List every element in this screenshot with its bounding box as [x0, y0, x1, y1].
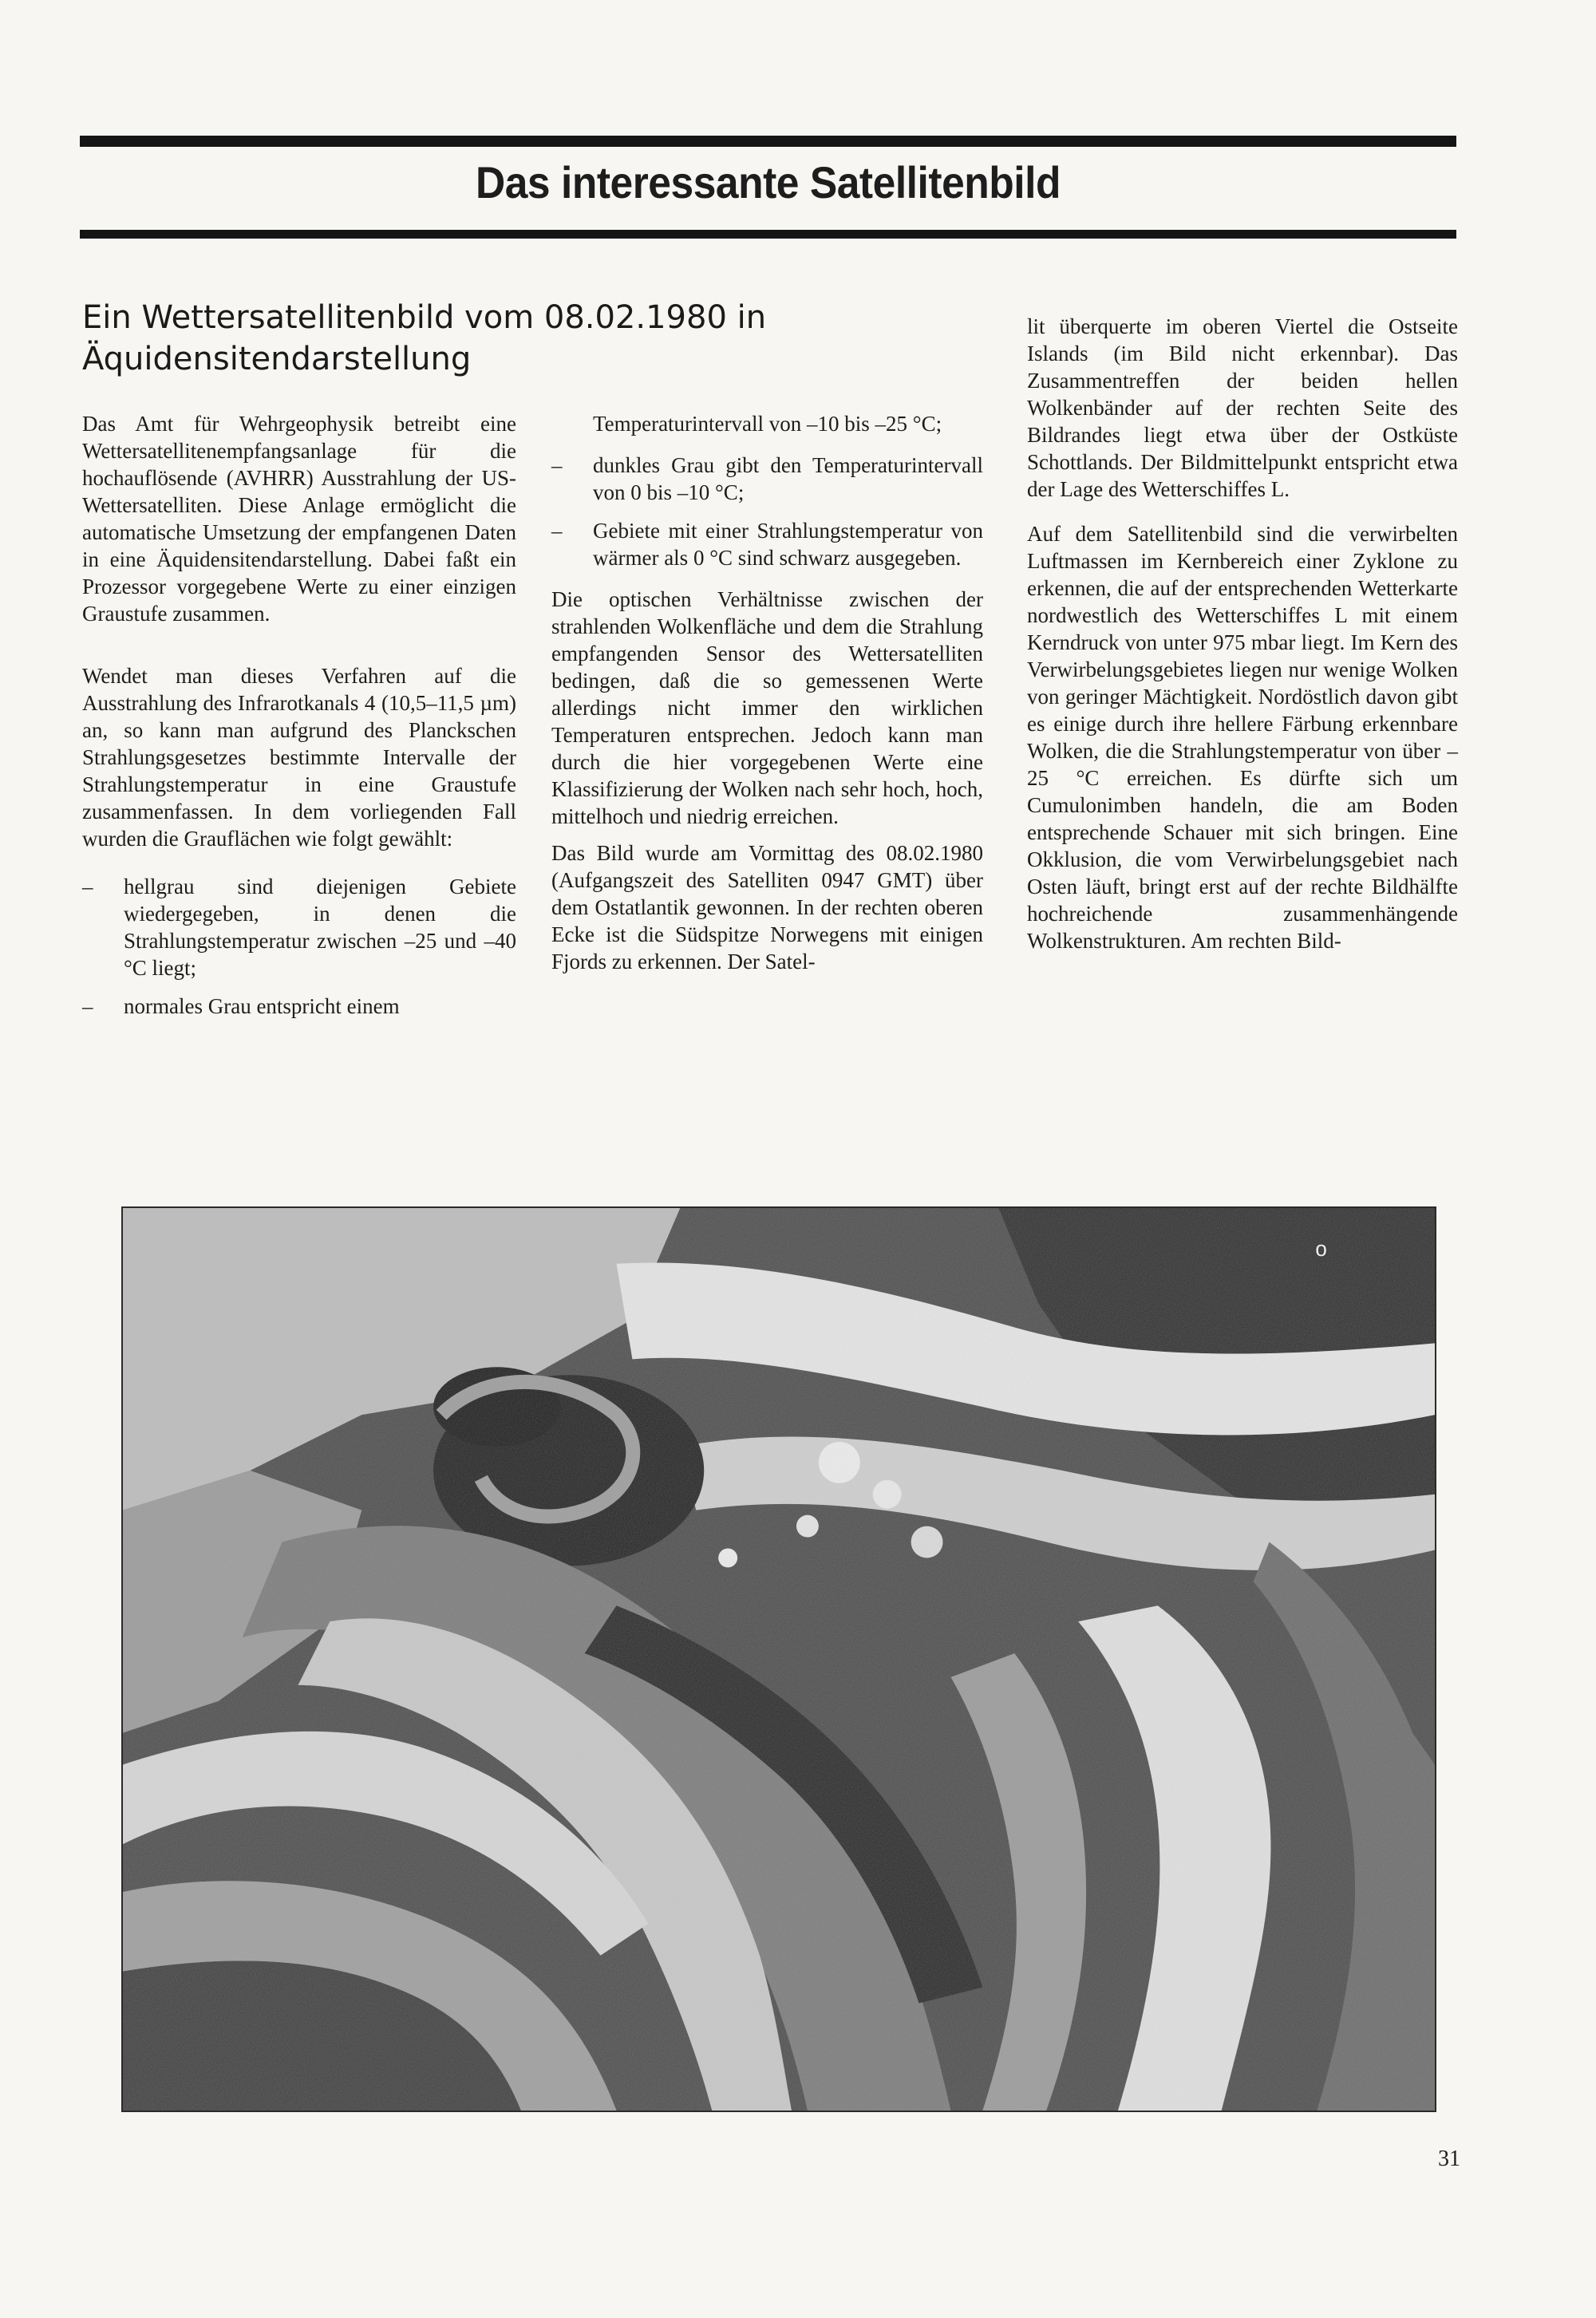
list-item-text: hellgrau sind diejenigen Gebiete wiedergegeben, in denen die Strahlungstemperatur zwischen –25 und –40 °C liegt;	[124, 875, 516, 980]
dash-marker: –	[551, 519, 563, 543]
text-column-2	[551, 410, 983, 996]
section-title: Das interessante Satellitenbild	[475, 157, 1061, 207]
paragraph: Das Amt für Wehrgeophysik betreibt eine Wettersatellitenempfangsanlage für die hochauflösende (AVHRR) Ausstrahlung der US-Wettersatelliten. Diese Anlage ermöglicht die automatische Umsetzung der empfangenen Daten in eine Äquidensitendarstellung. Dabei faßt ein Prozessor vorgegebene Werte zu einer einzigen Graustufe zusammen.	[82, 412, 516, 626]
header-rule-top	[80, 136, 1456, 147]
list-item-text: normales Grau entspricht einem	[124, 994, 400, 1018]
dash-marker: –	[82, 875, 93, 898]
list-item-text: Gebiete mit einer Strahlungstemperatur von wärmer als 0 °C sind schwarz ausgegeben.	[593, 519, 983, 570]
text-column-3	[1027, 313, 1458, 975]
paragraph: Wendet man dieses Verfahren auf die Ausstrahlung des Infrarotkanals 4 (10,5–11,5 µm) an, so kann man aufgrund des Planckschen Strahlungsgesetzes bestimmte Intervalle der Strahlungstemperatur in eine Graustufe zusammenfassen. In dem vorliegenden Fall wurden die Grauflächen wie folgt gewählt:	[82, 664, 516, 851]
paragraph: lit überquerte im oberen Viertel die Ostseite Islands (im Bild nicht erkennbar). Das Zusammentreffen der beiden hellen Wolkenbänder auf der rechten Seite des Bildrandes liegt etwa über der Ostküste Schottlands. Der Bildmittelpunkt entspricht etwa der Lage des Wetterschiffes L.	[1027, 314, 1458, 501]
list-item	[82, 993, 516, 1020]
text-column-1	[82, 410, 516, 1034]
satellite-image	[121, 1206, 1436, 2112]
header-rule-bottom	[80, 230, 1456, 239]
list-continuation: Temperaturintervall von –10 bis –25 °C;	[593, 412, 942, 436]
paragraph: Auf dem Satellitenbild sind die verwirbelten Luftmassen im Kernbereich einer Zyklone zu erkennen, die auf der entsprechenden Wetterkarte nordwestlich des Wetterschiffes L mit einem Kerndruck von unter 975 mbar liegt. Im Kern des Verwirbelungsgebietes liegen nur wenige Wolken von geringer Mächtigkeit. Nordöstlich davon gibt es einige durch ihre hellere Färbung erkennbare Wolken, die die Strahlungstemperatur von über –25 °C erreichen. Es dürfte sich um Cumulonimben handeln, die am Boden entsprechende Schauer mit sich bringen. Eine Okklusion, die vom Verwirbelungsgebiet nach Osten läuft, bringt erst auf der rechte Bildhälfte hochreichende zusammenhängende Wolkenstrukturen. Am rechten Bild-	[1027, 522, 1458, 953]
list-item	[551, 452, 983, 506]
image-marker: o	[1315, 1238, 1327, 1261]
paragraph: Das Bild wurde am Vormittag des 08.02.1980 (Aufgangszeit des Satelliten 0947 GMT) über dem Ostatlantik gewonnen. In der rechten oberen Ecke ist die Südspitze Norwegens mit einigen Fjords zu erkennen. Der Satel-	[551, 841, 983, 973]
dash-marker: –	[82, 994, 93, 1018]
list-item	[551, 517, 983, 571]
article-heading: Ein Wettersatellitenbild vom 08.02.1980 in Äquidensitendarstellung	[82, 299, 767, 377]
page-number: 31	[1438, 2146, 1460, 2171]
dash-marker: –	[551, 453, 563, 477]
grey-level-list	[82, 873, 516, 1020]
paragraph: Die optischen Verhältnisse zwischen der strahlenden Wolkenfläche und dem die Strahlung empfangenden Sensor des Wettersatelliten bedingen, daß die so gemessenen Werte allerdings nicht immer den wirklichen Temperaturen entsprechen. Jedoch kann man durch die hier vorgegebenen Werte eine Klassifizierung der Wolken nach sehr hoch, hoch, mittelhoch und niedrig erreichen.	[551, 587, 983, 828]
grey-level-list-continued	[551, 452, 983, 571]
list-item	[82, 873, 516, 981]
satellite-image-render	[123, 1208, 1435, 2111]
list-item-text: dunkles Grau gibt den Temperaturintervall von 0 bis –10 °C;	[593, 453, 983, 504]
